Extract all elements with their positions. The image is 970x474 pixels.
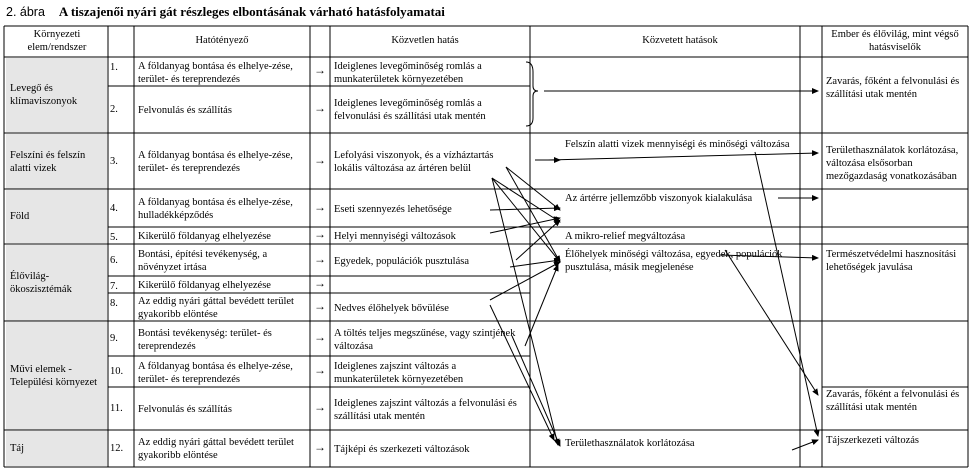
row-number: 1. (110, 62, 118, 73)
category-water: Felszíni és felszín alatti vizek (6, 134, 107, 189)
header-indirect: Közvetett hatások (642, 35, 718, 46)
row-number: 6. (110, 254, 118, 266)
row-arrow: → (314, 200, 326, 214)
row-direct: Tájképi és szerkezeti változások (334, 443, 470, 455)
row-direct: Egyedek, populációk pusztulása (334, 255, 470, 267)
flow-arrow (492, 178, 560, 222)
row-factor: Az eddig nyári gáttal bevédett terület gyakoribb elöntése (138, 437, 294, 461)
row-number: 8. (110, 298, 118, 309)
flow-arrow (755, 152, 818, 436)
row-arrow: → (314, 331, 326, 344)
header-direct: Közvetlen hatás (391, 35, 459, 46)
row-factor: Az eddig nyári gáttal bevédett terület gyakoribb elöntése (138, 296, 294, 320)
flow-arrow (792, 440, 818, 450)
row-factor: Kikerülő földanyag elhelyezése (138, 230, 271, 242)
row-direct: Lefolyási viszonyok, és a vízháztartás lokális változása az ártéren belül (334, 150, 494, 174)
row-factor: Felvonulás és szállítás (138, 104, 232, 116)
row-arrow: → (314, 64, 326, 77)
row-number: 4. (110, 202, 118, 214)
row-arrow: → (314, 252, 326, 266)
flow-arrow (720, 255, 818, 258)
final-disturbance-2: Zavarás, főként a felvonulási és szállítási utak mentén (826, 389, 960, 413)
category-landscape: Táj (6, 431, 107, 466)
category-soil: Föld (6, 190, 107, 243)
header-final: Ember és élővilág, mint végső hatásviselők (831, 29, 959, 53)
header-factor: Hatótényező (195, 35, 249, 46)
row-direct: Ideiglenes levegőminőség romlás a munkaterületek környezetében (334, 60, 482, 85)
row-direct: A töltés teljes megszűnése, vagy szintjének változása (334, 327, 516, 352)
category-air: Levegő és klímaviszonyok (6, 58, 107, 132)
final-disturbance-1: Zavarás, főként a felvonulási és szállítási utak mentén (826, 76, 960, 100)
flow-arrow (490, 305, 554, 440)
row-number: 5. (110, 232, 118, 243)
row-number: 10. (110, 366, 124, 377)
row-number: 2. (110, 103, 118, 115)
row-arrow: → (314, 440, 326, 454)
category-ecosystem: Élővilág-ökoszisztémák (6, 245, 107, 321)
indirect-landuse: Területhasználatok korlátozása (565, 438, 695, 449)
flow-arrow (548, 153, 818, 160)
row-arrow: → (314, 153, 326, 167)
final-landuse: Területhasználatok korlátozása, változása elsősorban mezőgazdaság vonatkozásában (826, 145, 959, 182)
flow-arrow (490, 262, 560, 300)
row-number: 9. (110, 333, 118, 344)
figure-caption: A tiszajenői nyári gát részleges elbontásának várható hatásfolyamatai (58, 4, 445, 19)
row-factor: Kikerülő földanyag elhelyezése (138, 280, 271, 291)
row-arrow: → (314, 101, 326, 115)
row-factor: Bontási, építési tevékenység, a növényzet irtása (138, 249, 268, 273)
row-direct: Ideiglenes zajszint változás a munkaterületek környezetében (334, 360, 464, 385)
row-direct: Helyi mennyiségi változások (334, 230, 456, 242)
category-built: Művi elemek - Települési környezet (6, 322, 107, 430)
row-number: 12. (110, 442, 124, 454)
row-factor: Bontási tevékenység: terület- és tereprendezés (138, 327, 272, 352)
indirect-relief: A mikro-relief megváltozása (565, 231, 686, 242)
flow-arrow (490, 208, 560, 210)
row-factor: A földanyag bontása és elhelye-zése, hulladékképződés (138, 197, 293, 221)
indirect-habitat: Élőhelyek minőségi változása, egyedek, populációk pusztulása, másik megjelenése (565, 249, 783, 273)
row-arrow: → (314, 401, 326, 414)
row-arrow: → (314, 364, 326, 377)
row-factor: A földanyag bontása és elhelye-zése, terület- és tereprendezés (138, 60, 293, 85)
final-nature: Természetvédelmi hasznosítási lehetőségek javulása (826, 249, 957, 273)
row-direct: Ideiglenes levegőminőség romlás a felvonulási és szállítási utak mentén (334, 98, 486, 122)
figure-number: 2. ábra (6, 5, 45, 19)
row-number: 3. (110, 155, 118, 167)
row-factor: A földanyag bontása és elhelye-zése, terület- és tereprendezés (138, 360, 293, 385)
final-landscape: Tájszerkezeti változás (826, 435, 919, 446)
row-number: 7. (110, 281, 118, 292)
row-factor: Felvonulás és szállítás (138, 404, 232, 415)
row-factor: A földanyag bontása és elhelye-zése, terület- és tereprendezés (138, 150, 293, 174)
row-direct: Ideiglenes zajszint változás a felvonulási és szállítási utak mentén (334, 397, 517, 422)
header-element: Környezeti elem/rendszer (27, 29, 87, 53)
row-arrow: → (314, 227, 326, 241)
indirect-floodplain: Az ártérre jellemzőbb viszonyok kialakulása (565, 193, 753, 204)
flow-arrow (506, 167, 560, 262)
brace (526, 62, 538, 126)
row-arrow: → (314, 299, 326, 313)
row-number: 11. (110, 403, 123, 414)
flow-arrow (490, 218, 560, 233)
row-direct: Nedves élőhelyek bővülése (334, 302, 449, 314)
row-direct: Eseti szennyezés lehetősége (334, 203, 452, 215)
indirect-water: Felszín alatti vizek mennyiségi és minőségi változása (565, 139, 790, 150)
row-arrow: → (314, 277, 326, 290)
